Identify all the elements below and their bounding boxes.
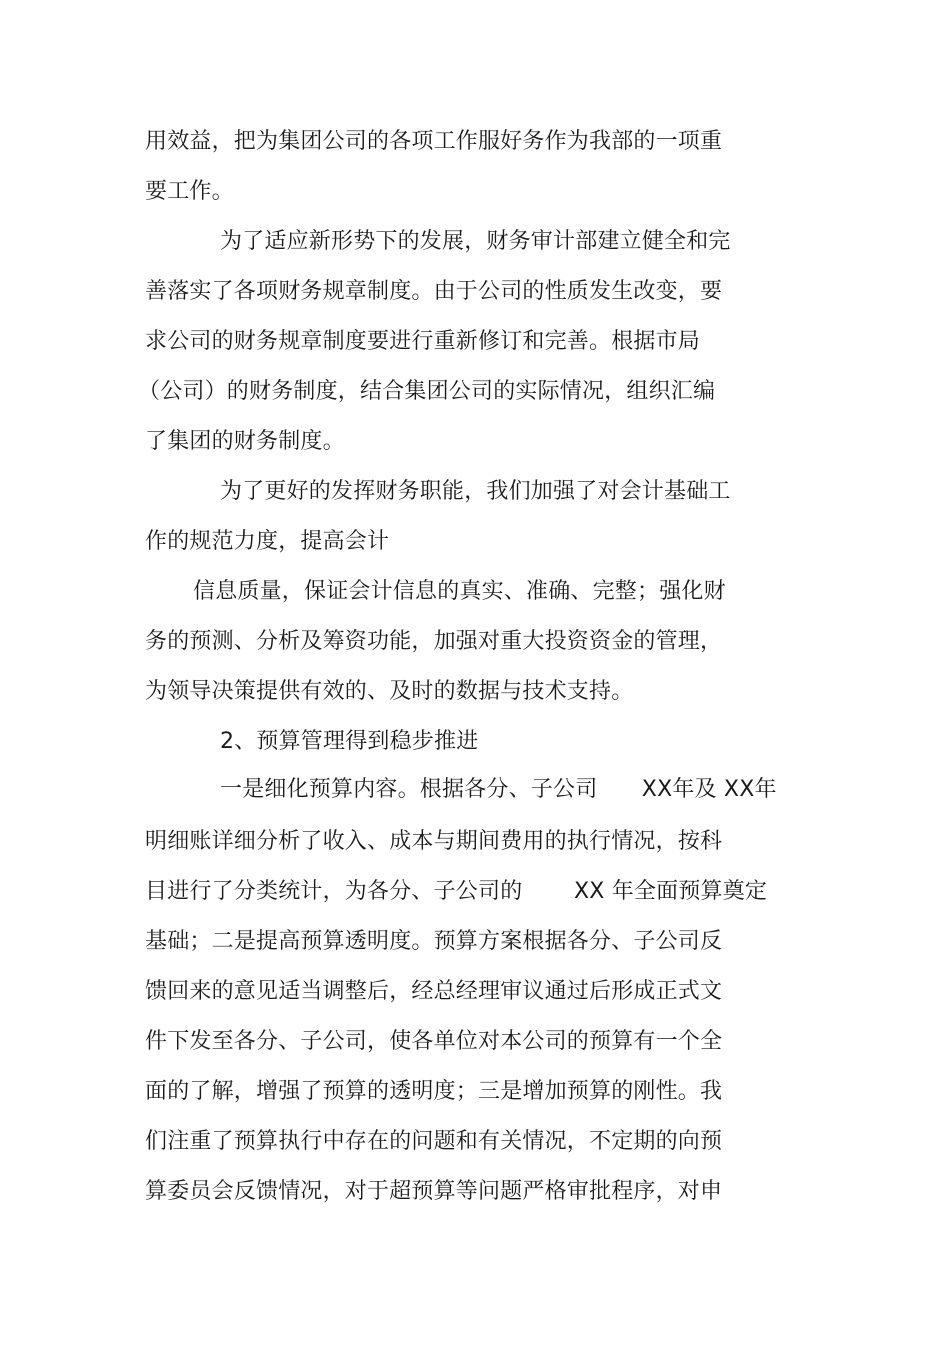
paragraph-first-line: 为了适应新形势下的发展，财务审计部建立健全和完 bbox=[220, 229, 731, 254]
text-line: 算委员会反馈情况，对于超预算等问题严格审批程序，对申 bbox=[145, 1179, 723, 1204]
section-heading: 2、预算管理得到稳步推进 bbox=[220, 729, 479, 754]
text-line: （公司）的财务制度，结合集团公司的实际情况，组织汇编 bbox=[138, 379, 716, 404]
text-line: 务的预测、分析及筹资功能，加强对重大投资资金的管理， bbox=[145, 629, 723, 654]
text-line: 作的规范力度，提高会计 bbox=[145, 529, 390, 554]
text-line: 目进行了分类统计，为各分、子公司的 XX 年全面预算奠定 bbox=[145, 879, 768, 904]
text-line: 用效益，把为集团公司的各项工作服好务作为我部的一项重 bbox=[145, 129, 723, 154]
text-line: 信息质量，保证会计信息的真实、准确、完整；强化财 bbox=[193, 579, 726, 604]
text-line: 善落实了各项财务规章制度。由于公司的性质发生改变，要 bbox=[145, 279, 723, 304]
text-line: 为领导决策提供有效的、及时的数据与技术支持。 bbox=[145, 679, 634, 704]
text-line: 明细账详细分析了收入、成本与期间费用的执行情况，按科 bbox=[145, 829, 723, 854]
text-line: 求公司的财务规章制度要进行重新修订和完善。根据市局 bbox=[145, 329, 701, 354]
text-line: 们注重了预算执行中存在的问题和有关情况，不定期的向预 bbox=[145, 1129, 723, 1154]
text-line: 基础；二是提高预算透明度。预算方案根据各分、子公司反 bbox=[145, 929, 723, 954]
paragraph-first-line: 一是细化预算内容。根据各分、子公司 XX年及 XX年 bbox=[220, 777, 777, 802]
text-line: 馈回来的意见适当调整后，经总经理审议通过后形成正式文 bbox=[145, 979, 723, 1004]
text-line: 了集团的财务制度。 bbox=[145, 429, 345, 454]
text-line: 要工作。 bbox=[145, 179, 234, 204]
text-line: 面的了解，增强了预算的透明度；三是增加预算的刚性。我 bbox=[145, 1079, 723, 1104]
text-line: 件下发至各分、子公司，使各单位对本公司的预算有一个全 bbox=[145, 1029, 723, 1054]
paragraph-first-line: 为了更好的发挥财务职能，我们加强了对会计基础工 bbox=[220, 479, 731, 504]
